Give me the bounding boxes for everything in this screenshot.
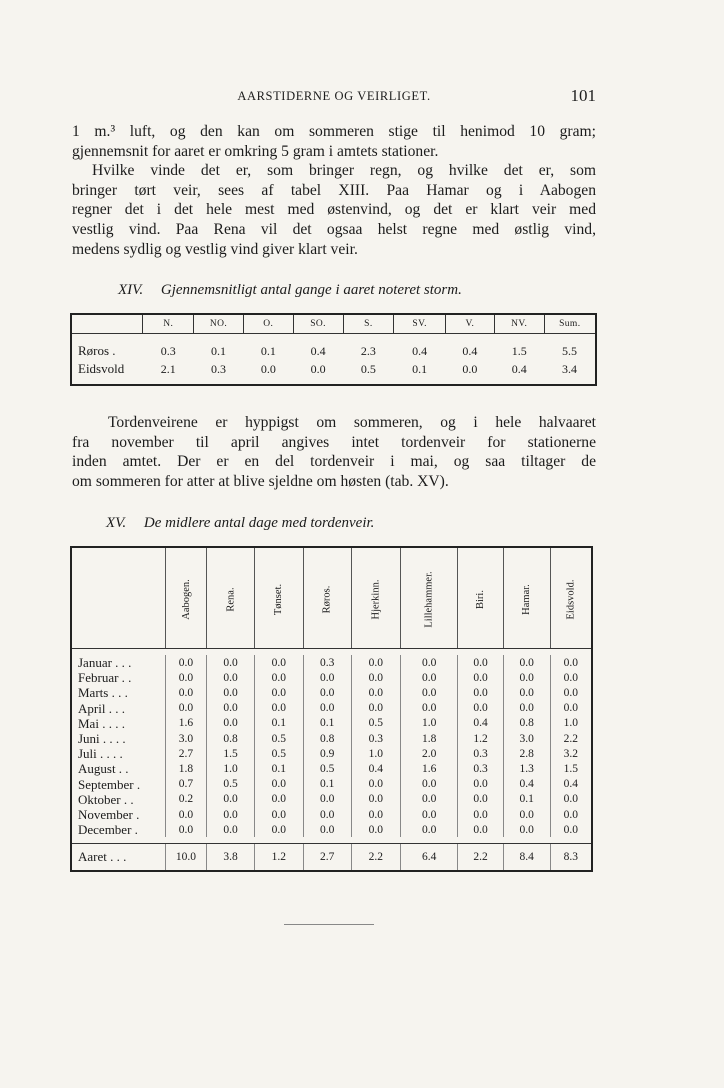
- column-header: [165, 547, 207, 649]
- table-cell: 0.0: [255, 822, 303, 837]
- table-cell: 0.0: [255, 670, 303, 685]
- table-row: [71, 360, 596, 378]
- table-cell: 0.0: [462, 361, 478, 376]
- table-cell: 0.0: [550, 701, 592, 716]
- table-cell: 0.0: [255, 685, 303, 700]
- row-label: December .: [78, 822, 138, 838]
- text-line: regner det i det hele mest med østenvind, og det er klart veir med: [72, 201, 596, 219]
- table15-title: De midlere antal dage med tordenveir.: [143, 515, 375, 531]
- text-line: medens sydlig og vestlig vind giver klart veir.: [72, 240, 358, 258]
- table-cell: 0.0: [503, 807, 550, 822]
- table-row: [71, 716, 592, 731]
- table-cell: 0.0: [303, 822, 351, 837]
- table-cell: 0.0: [310, 361, 326, 376]
- column-header-label: Tønset.: [273, 583, 285, 616]
- table-cell: 0.0: [207, 822, 255, 837]
- table-cell: 0.0: [351, 685, 400, 700]
- column-header-label: Lillehammer.: [423, 571, 435, 628]
- table-cell: 1.8: [400, 731, 457, 746]
- text-line: bringer tørt veir, sees af tabel XIII. Paa Hamar og i Aabogen: [72, 181, 596, 199]
- table-cell: 3.0: [165, 731, 207, 746]
- table-cell: 0.4: [511, 361, 527, 376]
- table-cell: 0.0: [458, 777, 504, 792]
- table-row: [71, 342, 596, 360]
- row-label: Januar . . .: [78, 655, 132, 670]
- table-row: [71, 670, 592, 685]
- paragraph-humidity: [72, 122, 596, 259]
- table-cell: 0.0: [303, 792, 351, 807]
- table-cell: 3.2: [550, 746, 592, 761]
- table-cell: 0.2: [165, 792, 207, 807]
- table-cell: 0.0: [207, 685, 255, 700]
- text-line: vestlig vind. Paa Rena vil det ogsaa helst regne med østlig vind,: [72, 220, 596, 238]
- table-row: [71, 807, 592, 822]
- table-cell: 0.4: [503, 777, 550, 792]
- table-cell: 0.1: [303, 777, 351, 792]
- page-number: 101: [570, 86, 596, 105]
- storm-table: [70, 313, 597, 386]
- column-header: SV.: [394, 314, 446, 334]
- table-cell: 0.4: [550, 777, 592, 792]
- table-cell: 8.4: [503, 844, 550, 872]
- table-cell: 0.3: [211, 361, 227, 376]
- table-cell: 0.0: [255, 807, 303, 822]
- row-label: Mai . . . .: [78, 715, 125, 731]
- column-header-label: Aabogen.: [180, 579, 192, 620]
- table-body: [71, 655, 592, 837]
- table-cell: 8.3: [550, 844, 592, 872]
- table-cell: 0.7: [165, 777, 207, 792]
- column-header-label: Rena.: [225, 587, 237, 612]
- column-header: [351, 547, 400, 649]
- text-line: gjennemsnit for aaret er omkring 5 gram i amtets stationer.: [72, 142, 439, 160]
- table-cell: 0.0: [400, 701, 457, 716]
- table-cell: 0.0: [351, 807, 400, 822]
- table-cell: 1.8: [165, 761, 207, 776]
- table-cell: 2.7: [303, 844, 351, 872]
- table-cell: 1.0: [550, 716, 592, 731]
- text-line: om sommeren for atter at blive sjeldne om høsten (tab. XV).: [72, 472, 449, 490]
- running-head: AARSTIDERNE OG VEIRLIGET.: [237, 89, 431, 103]
- table-cell: 0.0: [503, 701, 550, 716]
- table-cell: 0.4: [458, 716, 504, 731]
- row-label: Oktober . .: [78, 791, 134, 807]
- table-cell: 0.0: [458, 807, 504, 822]
- footer-rule: [284, 924, 374, 925]
- page-header: [72, 86, 596, 108]
- table-cell: 0.0: [503, 685, 550, 700]
- table-cell: 0.0: [351, 701, 400, 716]
- table-cell: 1.6: [165, 716, 207, 731]
- table-cell: 0.0: [550, 822, 592, 837]
- row-label: Februar . .: [78, 670, 132, 686]
- table-cell: 0.0: [207, 655, 255, 670]
- table-cell: 0.0: [400, 685, 457, 700]
- table-cell: 0.0: [303, 670, 351, 685]
- table15-number: XV.: [106, 515, 127, 531]
- column-header: S.: [343, 314, 394, 334]
- table-cell: 0.1: [211, 343, 227, 358]
- table-cell: 0.4: [462, 343, 478, 358]
- table14-caption: [118, 282, 462, 299]
- table-header-row: [71, 547, 592, 649]
- table-cell: 0.4: [351, 761, 400, 776]
- text-line: Tordenveirene er hyppigst om sommeren, og i hele halvaaret: [108, 414, 596, 431]
- table-cell: 0.5: [255, 731, 303, 746]
- column-header: SO.: [293, 314, 343, 334]
- table-cell: 0.8: [207, 731, 255, 746]
- table-cell: 0.1: [255, 716, 303, 731]
- table-row: [71, 685, 592, 700]
- text-line: 1 m.³ luft, og den kan om sommeren stige til henimod 10 gram;: [72, 123, 596, 140]
- table-cell: 0.0: [255, 777, 303, 792]
- table-cell: 0.0: [207, 716, 255, 731]
- table-cell: 1.3: [503, 761, 550, 776]
- row-label: Juni . . . .: [78, 731, 126, 747]
- table-cell: 0.3: [458, 746, 504, 761]
- table-cell: 0.1: [255, 761, 303, 776]
- table-cell: 0.0: [207, 792, 255, 807]
- table-row: [71, 792, 592, 807]
- table-cell: 0.0: [255, 701, 303, 716]
- row-label: Aaret . . .: [71, 844, 165, 872]
- table-cell: 1.5: [207, 746, 255, 761]
- table-cell: 2.2: [351, 844, 400, 872]
- table-cell: 0.0: [255, 792, 303, 807]
- row-label: April . . .: [78, 700, 125, 716]
- table-cell: 0.0: [303, 701, 351, 716]
- table-cell: 3.4: [562, 361, 578, 376]
- row-label: Marts . . .: [78, 685, 128, 701]
- table-cell: 2.3: [360, 343, 376, 358]
- table-cell: 0.5: [207, 777, 255, 792]
- table-cell: 0.0: [550, 807, 592, 822]
- table-cell: 1.0: [400, 716, 457, 731]
- text-line: inden amtet. Der er en del tordenveir i mai, og saa tiltager de: [72, 453, 596, 471]
- table-cell: 0.0: [165, 670, 207, 685]
- table-row: [71, 701, 592, 716]
- table-cell: 0.9: [303, 746, 351, 761]
- table-cell: 0.5: [255, 746, 303, 761]
- table-cell: 0.0: [400, 777, 457, 792]
- table-cell: 0.0: [351, 655, 400, 670]
- column-header: NV.: [494, 314, 544, 334]
- table-cell: 0.0: [458, 792, 504, 807]
- table-cell: 0.0: [400, 807, 457, 822]
- table-cell: 0.0: [351, 822, 400, 837]
- table-cell: 2.8: [503, 746, 550, 761]
- table-cell: 1.5: [550, 761, 592, 776]
- table-cell: 0.1: [260, 343, 276, 358]
- row-label: Røros .: [78, 343, 116, 358]
- table-cell: 0.5: [360, 361, 376, 376]
- table-cell: 0.0: [503, 670, 550, 685]
- row-label: Eidsvold: [78, 361, 125, 376]
- table-row: [71, 761, 592, 776]
- table-row: [71, 822, 592, 837]
- row-label: September .: [78, 776, 141, 792]
- table-cell: 0.0: [165, 807, 207, 822]
- column-header-label: Eidsvold.: [565, 579, 577, 620]
- column-header: O.: [243, 314, 293, 334]
- table-cell: 0.0: [400, 655, 457, 670]
- column-header: [458, 547, 504, 649]
- table-cell: 2.2: [550, 731, 592, 746]
- text-line: fra november til april angives intet tordenveir for stationerne: [72, 433, 596, 451]
- table-cell: 5.5: [562, 343, 578, 358]
- table-cell: 0.0: [458, 685, 504, 700]
- table-cell: 2.0: [400, 746, 457, 761]
- table-cell: 1.2: [255, 844, 303, 872]
- column-header: N.: [143, 314, 194, 334]
- column-header: [303, 547, 351, 649]
- column-header-label: Røros.: [321, 585, 333, 614]
- table-cell: 3.0: [503, 731, 550, 746]
- column-header-label: Hjerkinn.: [370, 579, 382, 620]
- table-cell: 0.0: [458, 822, 504, 837]
- table-cell: 0.0: [503, 655, 550, 670]
- table-row: [71, 777, 592, 792]
- table-cell: 0.0: [400, 822, 457, 837]
- column-header: V.: [446, 314, 495, 334]
- table-cell: 0.0: [550, 655, 592, 670]
- table-cell: 0.0: [207, 670, 255, 685]
- table-cell: 0.0: [165, 655, 207, 670]
- table-cell: 0.0: [303, 807, 351, 822]
- table-cell: 0.0: [503, 822, 550, 837]
- row-label: August . .: [78, 761, 129, 777]
- column-header: [207, 547, 255, 649]
- column-header: NO.: [194, 314, 244, 334]
- table-cell: 0.3: [303, 655, 351, 670]
- table-cell: 0.0: [550, 670, 592, 685]
- table-cell: 0.4: [310, 343, 326, 358]
- column-header: Sum.: [544, 314, 596, 334]
- table15-caption: [106, 515, 374, 532]
- table-cell: 6.4: [400, 844, 457, 872]
- table-cell: 10.0: [165, 844, 207, 872]
- header-corner: [71, 547, 165, 649]
- table-cell: 2.1: [160, 361, 176, 376]
- table-row: [71, 746, 592, 761]
- column-header-label: Hamar.: [521, 584, 533, 615]
- column-header: [503, 547, 550, 649]
- table14-title: Gjennemsnitligt antal gange i aaret noteret storm.: [160, 282, 462, 298]
- table-cell: 0.0: [260, 361, 276, 376]
- table-header-row: [71, 314, 596, 334]
- table-cell: 0.0: [165, 822, 207, 837]
- column-header: [400, 547, 457, 649]
- table-cell: 2.7: [165, 746, 207, 761]
- table-cell: 0.3: [351, 731, 400, 746]
- table-cell: 2.2: [458, 844, 504, 872]
- table-cell: 0.0: [351, 777, 400, 792]
- paragraph-thunderstorms: [72, 413, 596, 491]
- table-cell: 0.1: [303, 716, 351, 731]
- table-cell: 0.0: [458, 655, 504, 670]
- table-row: [71, 731, 592, 746]
- table-cell: 0.0: [303, 685, 351, 700]
- table-cell: 3.8: [207, 844, 255, 872]
- column-header-label: Biri.: [475, 590, 487, 609]
- table-cell: 0.0: [351, 792, 400, 807]
- text-line: Hvilke vinde det er, som bringer regn, og hvilke det er, som: [92, 162, 596, 180]
- table-cell: 0.4: [412, 343, 428, 358]
- table-cell: 0.8: [303, 731, 351, 746]
- table-cell: 0.0: [207, 807, 255, 822]
- table-cell: 0.0: [550, 685, 592, 700]
- table-cell: 0.0: [165, 701, 207, 716]
- table-cell: 0.5: [303, 761, 351, 776]
- table-cell: 0.0: [400, 670, 457, 685]
- header-corner: [71, 314, 143, 334]
- table-cell: 0.1: [503, 792, 550, 807]
- row-label: Juli . . . .: [78, 746, 123, 762]
- table-cell: 1.6: [400, 761, 457, 776]
- table-cell: 0.5: [351, 716, 400, 731]
- table-cell: 0.3: [458, 761, 504, 776]
- column-header: [550, 547, 592, 649]
- table-cell: 0.0: [351, 670, 400, 685]
- column-header: [255, 547, 303, 649]
- row-label: November .: [78, 807, 140, 823]
- table-cell: 0.0: [255, 655, 303, 670]
- table-cell: 0.0: [458, 670, 504, 685]
- table-cell: 0.8: [503, 716, 550, 731]
- table-cell: 1.5: [511, 343, 527, 358]
- table-cell: 1.0: [351, 746, 400, 761]
- table-cell: 0.0: [207, 701, 255, 716]
- thunderstorm-table: [70, 546, 593, 872]
- table-cell: 0.0: [165, 685, 207, 700]
- table-row: [71, 655, 592, 670]
- table-cell: 0.1: [412, 361, 428, 376]
- table-cell: 0.0: [458, 701, 504, 716]
- table-cell: 1.2: [458, 731, 504, 746]
- total-row: [71, 844, 592, 872]
- table14-number: XIV.: [118, 282, 144, 298]
- table-cell: 0.3: [160, 343, 176, 358]
- table-cell: 0.0: [400, 792, 457, 807]
- table-cell: 1.0: [207, 761, 255, 776]
- table-cell: 0.0: [550, 792, 592, 807]
